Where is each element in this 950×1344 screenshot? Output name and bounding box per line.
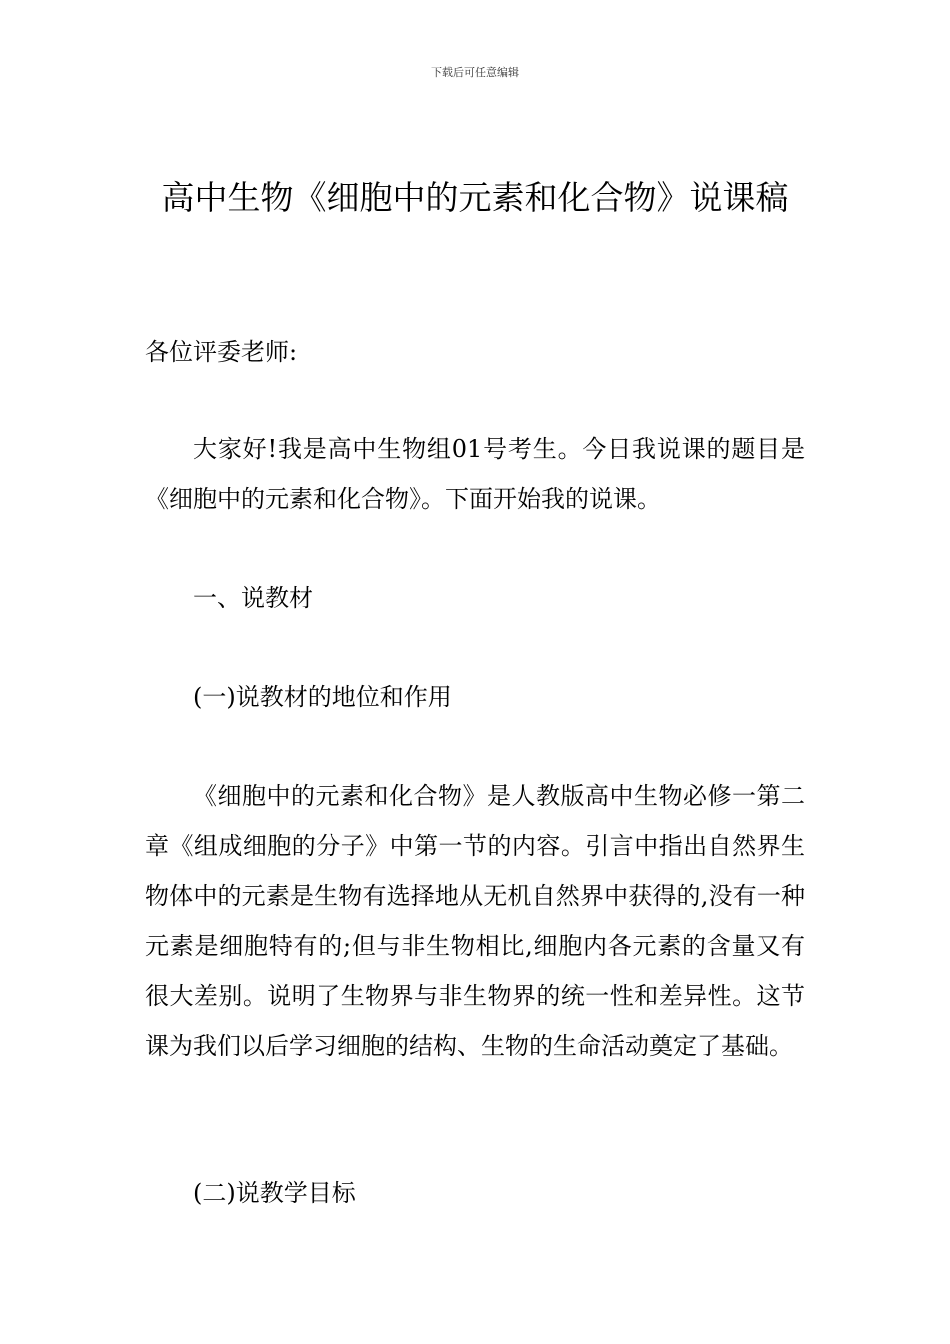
subsection-heading-teaching-goals: (二)说教学目标 xyxy=(193,1179,356,1207)
salutation: 各位评委老师: xyxy=(145,338,298,366)
intro-paragraph: 大家好!我是高中生物组01号考生。今日我说课的题目是《细胞中的元素和化合物》。下面开始我的说课。 xyxy=(145,435,805,513)
section-heading-teaching-material: 一、说教材 xyxy=(193,584,313,612)
subsection-body-status-role: 《细胞中的元素和化合物》是人教版高中生物必修一第二章《组成细胞的分子》中第一节的内容。引言中指出自然界生物体中的元素是生物有选择地从无机自然界中获得的,没有一种元素是细胞特有的;但与非生物相比,细胞内各元素的含量又有很大差别。说明了生物界与非生物界的统一性和差异性。这节课为我们以后学习细胞的结构、生物的生命活动奠定了基础。 xyxy=(145,782,805,1060)
document-title: 高中生物《细胞中的元素和化合物》说课稿 xyxy=(161,178,789,217)
subsection-heading-status-role: (一)说教材的地位和作用 xyxy=(193,683,452,711)
header-note: 下载后可任意编辑 xyxy=(431,66,519,79)
